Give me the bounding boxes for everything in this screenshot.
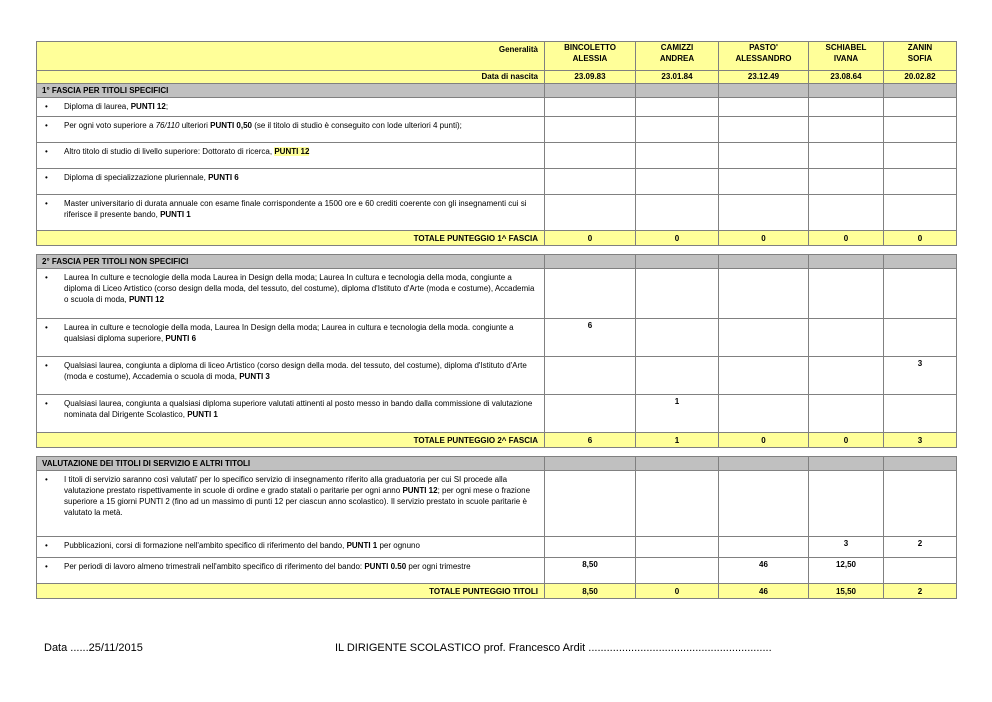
bullet-icon: • bbox=[45, 361, 48, 370]
criterion-points: PUNTI 12 bbox=[130, 102, 166, 111]
score-cell bbox=[719, 169, 809, 195]
section-title: 2° FASCIA PER TITOLI NON SPECIFICI bbox=[37, 255, 545, 269]
section-header-cell bbox=[719, 84, 809, 98]
score-cell bbox=[809, 471, 884, 537]
score-cell bbox=[719, 537, 809, 558]
score-cell bbox=[884, 98, 957, 117]
score-cell: 12,50 bbox=[809, 558, 884, 584]
bullet-icon: • bbox=[45, 102, 48, 111]
total-score: 0 bbox=[719, 433, 809, 448]
score-cell bbox=[719, 357, 809, 395]
criterion-points: PUNTI 1 bbox=[187, 410, 218, 419]
score-cell bbox=[884, 169, 957, 195]
score-cell bbox=[545, 117, 636, 143]
bullet-icon: • bbox=[45, 323, 48, 332]
criterion-row bbox=[37, 558, 957, 584]
total-score: 15,50 bbox=[809, 584, 884, 599]
section-header-cell bbox=[884, 84, 957, 98]
score-cell bbox=[809, 357, 884, 395]
score-cell: 6 bbox=[545, 319, 636, 357]
criterion-row bbox=[37, 117, 957, 143]
section-header-cell bbox=[719, 457, 809, 471]
total-score: 6 bbox=[545, 433, 636, 448]
bullet-icon: • bbox=[45, 399, 48, 408]
total-label: TOTALE PUNTEGGIO 1^ FASCIA bbox=[37, 231, 545, 246]
criterion-points: PUNTI 12 bbox=[402, 486, 438, 495]
criterion-row bbox=[37, 195, 957, 231]
score-cell bbox=[719, 471, 809, 537]
criterion-row bbox=[37, 98, 957, 117]
criterion-text bbox=[37, 537, 545, 558]
score-cell: 3 bbox=[884, 357, 957, 395]
total-score: 0 bbox=[545, 231, 636, 246]
birth-date: 23.08.64 bbox=[809, 71, 884, 84]
score-cell bbox=[809, 319, 884, 357]
score-cell bbox=[545, 169, 636, 195]
score-cell bbox=[884, 471, 957, 537]
criterion-text bbox=[37, 169, 545, 195]
bullet-icon: • bbox=[45, 562, 48, 571]
criterion-points: PUNTI 0,50 bbox=[210, 121, 252, 130]
criterion-row bbox=[37, 319, 957, 357]
criterion-text bbox=[37, 471, 545, 537]
criterion-points: PUNTI 0.50 bbox=[364, 562, 407, 571]
section-header-row bbox=[37, 84, 957, 98]
score-cell bbox=[884, 195, 957, 231]
criterion-text-end: ; per ogni mese o frazione superiore a 15 giorni PUNTI 2 (fino ad un massimo di punti 12 per ciascun anno scolastico). Il servizio prestato in scuole paritarie è valutato la metà. bbox=[64, 486, 531, 517]
criterion-text-start: Laurea in culture e tecnologie della moda, Laurea In Design della moda; Laurea in cultura e tecnologia della moda. congiunte a qualsiasi diploma superiore, bbox=[64, 323, 514, 343]
score-cell bbox=[636, 357, 719, 395]
criterion-points: PUNTI 12 bbox=[274, 147, 310, 156]
score-cell bbox=[884, 143, 957, 169]
evaluation-table bbox=[36, 41, 957, 599]
criterion-row bbox=[37, 269, 957, 319]
criterion-points: PUNTI 6 bbox=[208, 173, 239, 182]
candidate-name: SCHIABEL IVANA bbox=[809, 42, 884, 71]
section-header-cell bbox=[809, 457, 884, 471]
criterion-text-italic: 76/110 bbox=[155, 121, 180, 130]
criterion-text-start: Qualsiasi laurea, congiunta a diploma di liceo Artistico (corso design della moda. del tessuto, del costume), diploma d'Istituto d'Arte (moda e costume), Accademia o scuola di moda, bbox=[64, 361, 527, 381]
score-cell bbox=[545, 143, 636, 169]
criterion-text-end: ; bbox=[165, 102, 169, 111]
criterion-row bbox=[37, 395, 957, 433]
bullet-icon: • bbox=[45, 541, 48, 550]
criterion-points: PUNTI 1 bbox=[346, 541, 378, 550]
section-spacer bbox=[37, 246, 957, 255]
section-header-cell bbox=[545, 457, 636, 471]
score-cell bbox=[636, 471, 719, 537]
birth-date: 23.01.84 bbox=[636, 71, 719, 84]
score-cell bbox=[636, 319, 719, 357]
score-cell bbox=[809, 143, 884, 169]
criterion-text-start: Diploma di laurea, bbox=[64, 102, 131, 111]
bullet-icon: • bbox=[45, 147, 48, 156]
criterion-text-end: per ogni trimestre bbox=[406, 562, 471, 571]
criterion-row bbox=[37, 357, 957, 395]
score-cell bbox=[809, 98, 884, 117]
score-cell bbox=[636, 98, 719, 117]
score-cell bbox=[719, 195, 809, 231]
total-score: 8,50 bbox=[545, 584, 636, 599]
score-cell bbox=[719, 143, 809, 169]
score-cell bbox=[636, 269, 719, 319]
score-cell bbox=[545, 471, 636, 537]
score-cell bbox=[809, 117, 884, 143]
score-cell bbox=[719, 319, 809, 357]
score-cell bbox=[545, 269, 636, 319]
criterion-text bbox=[37, 395, 545, 433]
criterion-text bbox=[37, 319, 545, 357]
section-title: 1° FASCIA PER TITOLI SPECIFICI bbox=[37, 84, 545, 98]
score-cell bbox=[719, 269, 809, 319]
section-header-cell bbox=[545, 84, 636, 98]
total-score: 1 bbox=[636, 433, 719, 448]
section-header-cell bbox=[809, 255, 884, 269]
section-header-cell bbox=[719, 255, 809, 269]
bullet-icon: • bbox=[45, 273, 48, 282]
candidate-name: BINCOLETTO ALESSIA bbox=[545, 42, 636, 71]
total-score: 0 bbox=[809, 433, 884, 448]
generalita-label: Generalità bbox=[37, 42, 545, 71]
score-cell bbox=[884, 558, 957, 584]
score-cell: 8,50 bbox=[545, 558, 636, 584]
criterion-text-start: Diploma di specializzazione pluriennale, bbox=[64, 173, 209, 182]
score-cell bbox=[884, 269, 957, 319]
criterion-text-end: per ognuno bbox=[377, 541, 420, 550]
criterion-text-start: Qualsiasi laurea, congiunta a qualsiasi diploma superiore valutati attinenti al posto messo in bando dalla commissione di valutazione nominata dal Dirigente Scolastico, bbox=[64, 399, 533, 419]
candidate-name: CAMIZZI ANDREA bbox=[636, 42, 719, 71]
total-score: 0 bbox=[719, 231, 809, 246]
bullet-icon: • bbox=[45, 121, 48, 130]
score-cell bbox=[545, 195, 636, 231]
score-cell bbox=[636, 195, 719, 231]
total-score: 3 bbox=[884, 433, 957, 448]
criterion-text-start: Pubblicazioni, corsi di formazione nell'ambito specifico di riferimento del bando, bbox=[64, 541, 347, 550]
score-cell bbox=[884, 319, 957, 357]
criterion-row bbox=[37, 169, 957, 195]
total-score: 0 bbox=[809, 231, 884, 246]
criterion-text bbox=[37, 98, 545, 117]
criterion-text bbox=[37, 143, 545, 169]
birth-date: 23.12.49 bbox=[719, 71, 809, 84]
section-header-cell bbox=[884, 457, 957, 471]
criterion-text bbox=[37, 195, 545, 231]
spacer-cell bbox=[37, 246, 957, 255]
score-cell: 3 bbox=[809, 537, 884, 558]
candidate-name: PASTO' ALESSANDRO bbox=[719, 42, 809, 71]
score-cell bbox=[636, 117, 719, 143]
criterion-text-start: Per ogni voto superiore a bbox=[64, 121, 156, 130]
score-cell: 46 bbox=[719, 558, 809, 584]
score-cell bbox=[545, 537, 636, 558]
criterion-row bbox=[37, 143, 957, 169]
total-score: 0 bbox=[636, 584, 719, 599]
score-cell bbox=[884, 395, 957, 433]
total-score: 2 bbox=[884, 584, 957, 599]
section-header-cell bbox=[809, 84, 884, 98]
total-score: 0 bbox=[636, 231, 719, 246]
score-cell bbox=[809, 169, 884, 195]
criterion-points: PUNTI 1 bbox=[160, 210, 191, 219]
footer-date: Data ......25/11/2015 bbox=[44, 642, 143, 654]
bullet-icon: • bbox=[45, 475, 48, 484]
score-cell bbox=[719, 395, 809, 433]
criterion-text-end: (se il titolo di studio è conseguito con lode ulteriori 4 punti); bbox=[251, 121, 462, 130]
section-title: VALUTAZIONE DEI TITOLI DI SERVIZIO E ALTRI TITOLI bbox=[37, 457, 545, 471]
score-cell bbox=[545, 98, 636, 117]
section-header-cell bbox=[884, 255, 957, 269]
criterion-text bbox=[37, 558, 545, 584]
score-cell bbox=[545, 357, 636, 395]
criterion-points: PUNTI 12 bbox=[128, 295, 165, 304]
total-score: 0 bbox=[884, 231, 957, 246]
birth-date: 20.02.82 bbox=[884, 71, 957, 84]
criterion-points: PUNTI 3 bbox=[239, 372, 270, 381]
criterion-text bbox=[37, 269, 545, 319]
total-row bbox=[37, 433, 957, 448]
score-cell bbox=[809, 395, 884, 433]
bullet-icon: • bbox=[45, 199, 48, 208]
total-score: 46 bbox=[719, 584, 809, 599]
section-header-cell bbox=[545, 255, 636, 269]
section-header-cell bbox=[636, 255, 719, 269]
score-cell bbox=[636, 558, 719, 584]
data-nascita-label: Data di nascita bbox=[37, 71, 545, 84]
score-cell bbox=[809, 269, 884, 319]
section-header-row bbox=[37, 255, 957, 269]
candidate-name: ZANIN SOFIA bbox=[884, 42, 957, 71]
total-label: TOTALE PUNTEGGIO TITOLI bbox=[37, 584, 545, 599]
section-header-cell bbox=[636, 84, 719, 98]
footer-signature: IL DIRIGENTE SCOLASTICO prof. Francesco Ardit ............................................................ bbox=[335, 642, 772, 654]
criterion-row bbox=[37, 471, 957, 537]
criterion-text-start: Per periodi di lavoro almeno trimestrali nell'ambito specifico di riferimento del bando: bbox=[64, 562, 365, 571]
score-cell bbox=[719, 98, 809, 117]
criterion-text-start: Master universitario di durata annuale con esame finale corrispondente a 1500 ore e 60 crediti coerente con gli insegnamenti cui si riferisce il presente bando, bbox=[64, 199, 527, 219]
score-cell: 2 bbox=[884, 537, 957, 558]
criterion-row bbox=[37, 537, 957, 558]
score-cell bbox=[545, 395, 636, 433]
criterion-text bbox=[37, 117, 545, 143]
score-cell bbox=[636, 537, 719, 558]
criterion-text-start: Altro titolo di studio di livello superiore: Dottorato di ricerca, bbox=[64, 147, 275, 156]
score-cell: 1 bbox=[636, 395, 719, 433]
score-cell bbox=[884, 117, 957, 143]
score-cell bbox=[809, 195, 884, 231]
criterion-text-mid: ulteriori bbox=[179, 121, 211, 130]
section-spacer bbox=[37, 448, 957, 457]
criterion-text bbox=[37, 357, 545, 395]
score-cell bbox=[636, 143, 719, 169]
spacer-cell bbox=[37, 448, 957, 457]
section-header-row bbox=[37, 457, 957, 471]
total-label: TOTALE PUNTEGGIO 2^ FASCIA bbox=[37, 433, 545, 448]
birth-date: 23.09.83 bbox=[545, 71, 636, 84]
criterion-text-start: I titoli di servizio saranno così valutati' per lo specifico servizio di insegnamento riferito alla graduatoria per cui SI procede alla valutazione prestato rispettivamente in scuole di ordine e grado statali o paritarie per ogni anno bbox=[64, 475, 508, 495]
bullet-icon: • bbox=[45, 173, 48, 182]
criterion-points: PUNTI 6 bbox=[165, 334, 197, 343]
score-cell bbox=[719, 117, 809, 143]
score-cell bbox=[636, 169, 719, 195]
total-row bbox=[37, 231, 957, 246]
section-header-cell bbox=[636, 457, 719, 471]
total-row bbox=[37, 584, 957, 599]
criterion-text-start: Laurea In culture e tecnologie della moda Laurea in Design della moda; Laurea In cultura e tecnologia della moda, congiunte a diploma di Liceo Artistico (corso design della moda, del tessuto, del costume), diploma d'Istituto d'Arte (moda e costume), Accademia o scuola di moda, bbox=[64, 273, 535, 304]
